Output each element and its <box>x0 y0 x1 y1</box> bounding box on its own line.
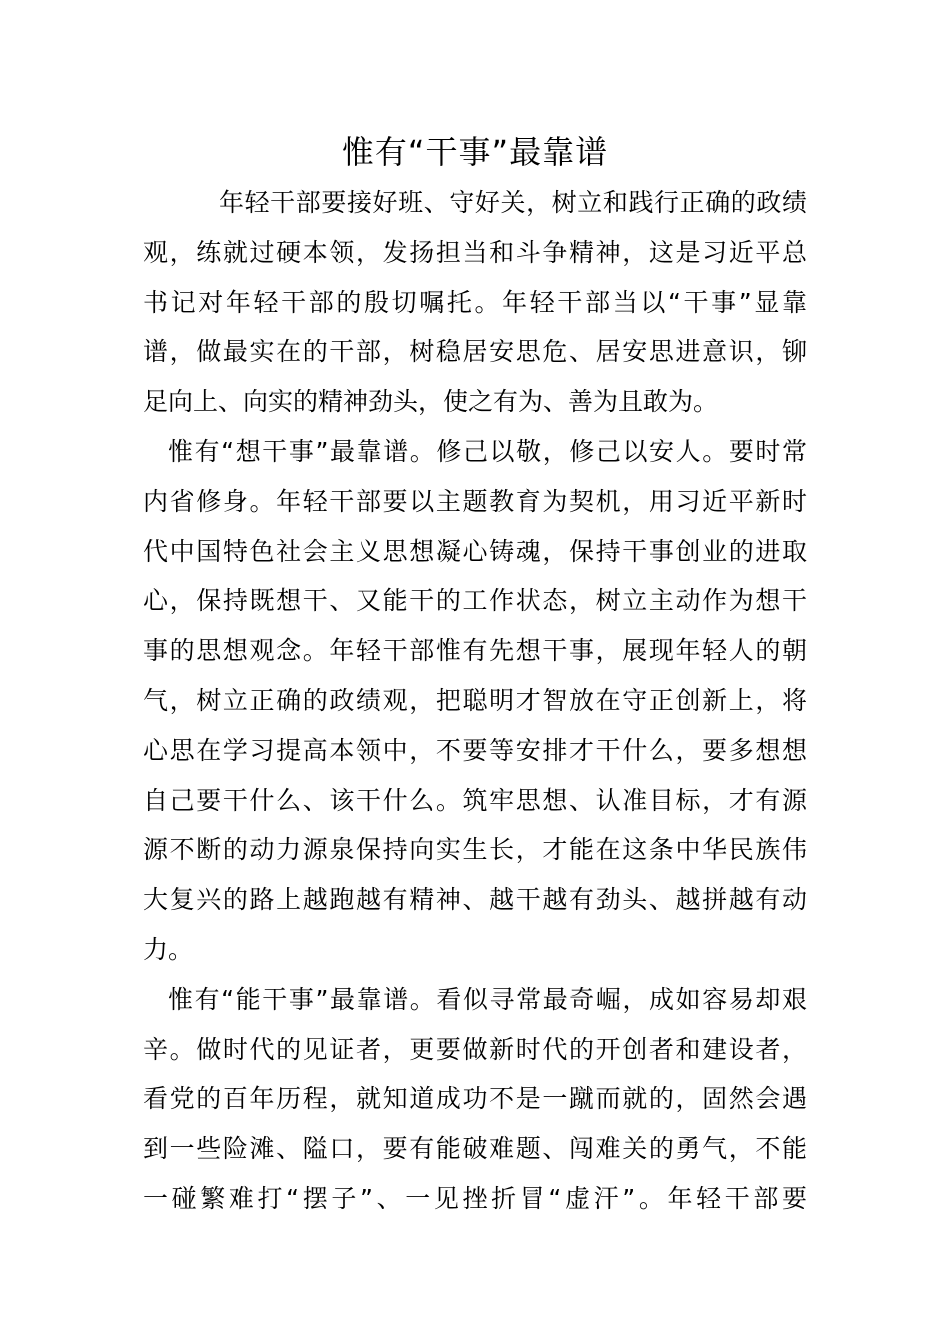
text-line: 惟有“想干事”最靠谱。修己以敬，修己以安人。要时常 <box>168 436 807 466</box>
document-body <box>143 178 807 1224</box>
text-line: 一碰繁难打“摆子”、一见挫折冒“虚汗”。年轻干部要 <box>143 1183 807 1213</box>
paragraph <box>143 178 807 427</box>
text-line: 到一些险滩、隘口，要有能破难题、闯难关的勇气，不能 <box>143 1134 807 1164</box>
text-line: 代中国特色社会主义思想凝心铸魂，保持干事创业的进取 <box>143 536 807 566</box>
text-line: 谱，做最实在的干部，树稳居安思危、居安思进意识，铆 <box>143 337 807 367</box>
text-line: 看党的百年历程，就知道成功不是一蹴而就的，固然会遇 <box>143 1084 807 1114</box>
text-line: 力。 <box>143 934 194 964</box>
document-title: 惟有“干事”最靠谱 <box>341 133 609 171</box>
text-line: 心，保持既想干、又能干的工作状态，树立主动作为想干 <box>143 586 807 616</box>
text-line: 辛。做时代的见证者，更要做新时代的开创者和建设者， <box>143 1034 807 1064</box>
text-line: 自己要干什么、该干什么。筑牢思想、认准目标，才有源 <box>143 785 807 815</box>
text-line: 大复兴的路上越跑越有精神、越干越有劲头、越拼越有动 <box>143 885 807 915</box>
paragraph <box>143 975 807 1224</box>
text-line: 年轻干部要接好班、守好关，树立和践行正确的政绩 <box>219 188 807 217</box>
text-line: 书记对年轻干部的殷切嘱托。年轻干部当以“干事”显靠 <box>143 287 807 317</box>
text-line: 气，树立正确的政绩观，把聪明才智放在守正创新上，将 <box>143 685 807 715</box>
text-line: 内省修身。年轻干部要以主题教育为契机，用习近平新时 <box>143 486 807 516</box>
text-line: 源不断的动力源泉保持向实生长，才能在这条中华民族伟 <box>143 835 807 865</box>
text-line: 心思在学习提高本领中，不要等安排才干什么，要多想想 <box>143 735 807 765</box>
paragraph <box>143 427 807 975</box>
text-line: 惟有“能干事”最靠谱。看似寻常最奇崛，成如容易却艰 <box>168 984 807 1014</box>
text-line: 事的思想观念。年轻干部惟有先想干事，展现年轻人的朝 <box>143 636 807 666</box>
text-line: 观，练就过硬本领，发扬担当和斗争精神，这是习近平总 <box>143 237 807 267</box>
text-line: 足向上、向实的精神劲头，使之有为、善为且敢为。 <box>143 387 719 417</box>
